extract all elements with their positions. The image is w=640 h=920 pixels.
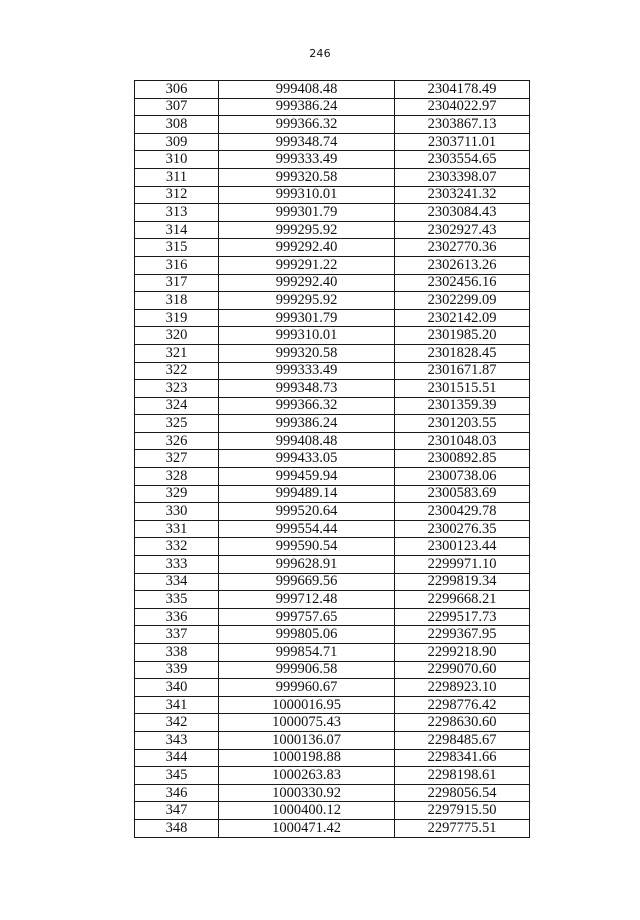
coordinates-table bbox=[134, 80, 530, 838]
x-coordinate-cell: 999292.40 bbox=[219, 239, 395, 257]
x-coordinate-cell: 999333.49 bbox=[219, 151, 395, 169]
point-number-cell: 323 bbox=[135, 380, 219, 398]
y-coordinate-cell: 2298630.60 bbox=[395, 714, 530, 732]
table-row bbox=[135, 591, 530, 609]
table-row bbox=[135, 256, 530, 274]
table-row bbox=[135, 520, 530, 538]
x-coordinate-cell: 999386.24 bbox=[219, 415, 395, 433]
y-coordinate-cell: 2302456.16 bbox=[395, 274, 530, 292]
y-coordinate-cell: 2298776.42 bbox=[395, 696, 530, 714]
table-row bbox=[135, 309, 530, 327]
point-number-cell: 342 bbox=[135, 714, 219, 732]
y-coordinate-cell: 2300892.85 bbox=[395, 450, 530, 468]
x-coordinate-cell: 999554.44 bbox=[219, 520, 395, 538]
table-row bbox=[135, 362, 530, 380]
table-row bbox=[135, 116, 530, 134]
x-coordinate-cell: 999433.05 bbox=[219, 450, 395, 468]
x-coordinate-cell: 999320.58 bbox=[219, 344, 395, 362]
point-number-cell: 329 bbox=[135, 485, 219, 503]
point-number-cell: 343 bbox=[135, 731, 219, 749]
y-coordinate-cell: 2298341.66 bbox=[395, 749, 530, 767]
y-coordinate-cell: 2302613.26 bbox=[395, 256, 530, 274]
table-row bbox=[135, 204, 530, 222]
y-coordinate-cell: 2303711.01 bbox=[395, 133, 530, 151]
point-number-cell: 306 bbox=[135, 81, 219, 99]
y-coordinate-cell: 2298485.67 bbox=[395, 731, 530, 749]
point-number-cell: 317 bbox=[135, 274, 219, 292]
x-coordinate-cell: 999366.32 bbox=[219, 116, 395, 134]
table-row bbox=[135, 573, 530, 591]
point-number-cell: 334 bbox=[135, 573, 219, 591]
x-coordinate-cell: 1000471.42 bbox=[219, 819, 395, 837]
point-number-cell: 347 bbox=[135, 802, 219, 820]
table-row bbox=[135, 98, 530, 116]
point-number-cell: 335 bbox=[135, 591, 219, 609]
y-coordinate-cell: 2297775.51 bbox=[395, 819, 530, 837]
table-row bbox=[135, 274, 530, 292]
y-coordinate-cell: 2299218.90 bbox=[395, 644, 530, 662]
y-coordinate-cell: 2304022.97 bbox=[395, 98, 530, 116]
y-coordinate-cell: 2300276.35 bbox=[395, 520, 530, 538]
point-number-cell: 341 bbox=[135, 696, 219, 714]
point-number-cell: 338 bbox=[135, 644, 219, 662]
table-row bbox=[135, 168, 530, 186]
x-coordinate-cell: 999310.01 bbox=[219, 327, 395, 345]
table-row bbox=[135, 292, 530, 310]
x-coordinate-cell: 999333.49 bbox=[219, 362, 395, 380]
table-row bbox=[135, 450, 530, 468]
y-coordinate-cell: 2298056.54 bbox=[395, 784, 530, 802]
point-number-cell: 310 bbox=[135, 151, 219, 169]
x-coordinate-cell: 1000016.95 bbox=[219, 696, 395, 714]
x-coordinate-cell: 1000136.07 bbox=[219, 731, 395, 749]
y-coordinate-cell: 2301515.51 bbox=[395, 380, 530, 398]
y-coordinate-cell: 2298923.10 bbox=[395, 679, 530, 697]
x-coordinate-cell: 999520.64 bbox=[219, 503, 395, 521]
point-number-cell: 345 bbox=[135, 767, 219, 785]
table-row bbox=[135, 380, 530, 398]
y-coordinate-cell: 2299367.95 bbox=[395, 626, 530, 644]
point-number-cell: 314 bbox=[135, 221, 219, 239]
x-coordinate-cell: 1000263.83 bbox=[219, 767, 395, 785]
table-row bbox=[135, 696, 530, 714]
y-coordinate-cell: 2303084.43 bbox=[395, 204, 530, 222]
table-row bbox=[135, 556, 530, 574]
x-coordinate-cell: 999291.22 bbox=[219, 256, 395, 274]
y-coordinate-cell: 2299517.73 bbox=[395, 608, 530, 626]
y-coordinate-cell: 2299819.34 bbox=[395, 573, 530, 591]
y-coordinate-cell: 2301671.87 bbox=[395, 362, 530, 380]
y-coordinate-cell: 2302299.09 bbox=[395, 292, 530, 310]
table-row bbox=[135, 749, 530, 767]
x-coordinate-cell: 999292.40 bbox=[219, 274, 395, 292]
x-coordinate-cell: 999310.01 bbox=[219, 186, 395, 204]
x-coordinate-cell: 999757.65 bbox=[219, 608, 395, 626]
table-row bbox=[135, 679, 530, 697]
point-number-cell: 331 bbox=[135, 520, 219, 538]
point-number-cell: 337 bbox=[135, 626, 219, 644]
x-coordinate-cell: 999805.06 bbox=[219, 626, 395, 644]
point-number-cell: 326 bbox=[135, 432, 219, 450]
x-coordinate-cell: 999320.58 bbox=[219, 168, 395, 186]
point-number-cell: 318 bbox=[135, 292, 219, 310]
table-row bbox=[135, 344, 530, 362]
y-coordinate-cell: 2301203.55 bbox=[395, 415, 530, 433]
table-row bbox=[135, 819, 530, 837]
point-number-cell: 332 bbox=[135, 538, 219, 556]
point-number-cell: 328 bbox=[135, 468, 219, 486]
point-number-cell: 336 bbox=[135, 608, 219, 626]
y-coordinate-cell: 2300429.78 bbox=[395, 503, 530, 521]
table-row bbox=[135, 151, 530, 169]
x-coordinate-cell: 999960.67 bbox=[219, 679, 395, 697]
point-number-cell: 324 bbox=[135, 397, 219, 415]
y-coordinate-cell: 2300738.06 bbox=[395, 468, 530, 486]
x-coordinate-cell: 999408.48 bbox=[219, 432, 395, 450]
table-row bbox=[135, 221, 530, 239]
point-number-cell: 327 bbox=[135, 450, 219, 468]
x-coordinate-cell: 999348.74 bbox=[219, 133, 395, 151]
table-row bbox=[135, 644, 530, 662]
x-coordinate-cell: 999301.79 bbox=[219, 204, 395, 222]
y-coordinate-cell: 2303398.07 bbox=[395, 168, 530, 186]
table-row bbox=[135, 397, 530, 415]
x-coordinate-cell: 999295.92 bbox=[219, 292, 395, 310]
table-row bbox=[135, 503, 530, 521]
x-coordinate-cell: 999854.71 bbox=[219, 644, 395, 662]
point-number-cell: 339 bbox=[135, 661, 219, 679]
table-row bbox=[135, 239, 530, 257]
point-number-cell: 348 bbox=[135, 819, 219, 837]
x-coordinate-cell: 999906.58 bbox=[219, 661, 395, 679]
point-number-cell: 344 bbox=[135, 749, 219, 767]
point-number-cell: 315 bbox=[135, 239, 219, 257]
y-coordinate-cell: 2300583.69 bbox=[395, 485, 530, 503]
point-number-cell: 340 bbox=[135, 679, 219, 697]
point-number-cell: 333 bbox=[135, 556, 219, 574]
table-row bbox=[135, 133, 530, 151]
x-coordinate-cell: 999295.92 bbox=[219, 221, 395, 239]
y-coordinate-cell: 2301828.45 bbox=[395, 344, 530, 362]
point-number-cell: 322 bbox=[135, 362, 219, 380]
y-coordinate-cell: 2301359.39 bbox=[395, 397, 530, 415]
x-coordinate-cell: 999590.54 bbox=[219, 538, 395, 556]
y-coordinate-cell: 2304178.49 bbox=[395, 81, 530, 99]
table-row bbox=[135, 432, 530, 450]
y-coordinate-cell: 2299070.60 bbox=[395, 661, 530, 679]
y-coordinate-cell: 2303554.65 bbox=[395, 151, 530, 169]
y-coordinate-cell: 2302142.09 bbox=[395, 309, 530, 327]
table-row bbox=[135, 327, 530, 345]
table-row bbox=[135, 415, 530, 433]
y-coordinate-cell: 2301985.20 bbox=[395, 327, 530, 345]
x-coordinate-cell: 1000400.12 bbox=[219, 802, 395, 820]
point-number-cell: 321 bbox=[135, 344, 219, 362]
x-coordinate-cell: 999459.94 bbox=[219, 468, 395, 486]
x-coordinate-cell: 999712.48 bbox=[219, 591, 395, 609]
x-coordinate-cell: 999348.73 bbox=[219, 380, 395, 398]
table-row bbox=[135, 626, 530, 644]
x-coordinate-cell: 1000330.92 bbox=[219, 784, 395, 802]
y-coordinate-cell: 2300123.44 bbox=[395, 538, 530, 556]
x-coordinate-cell: 999366.32 bbox=[219, 397, 395, 415]
table-row bbox=[135, 468, 530, 486]
table-row bbox=[135, 485, 530, 503]
x-coordinate-cell: 999408.48 bbox=[219, 81, 395, 99]
coordinates-table-body bbox=[135, 81, 530, 838]
x-coordinate-cell: 1000198.88 bbox=[219, 749, 395, 767]
point-number-cell: 320 bbox=[135, 327, 219, 345]
table-row bbox=[135, 81, 530, 99]
y-coordinate-cell: 2303241.32 bbox=[395, 186, 530, 204]
page-number: 246 bbox=[309, 47, 331, 60]
point-number-cell: 313 bbox=[135, 204, 219, 222]
y-coordinate-cell: 2299668.21 bbox=[395, 591, 530, 609]
y-coordinate-cell: 2301048.03 bbox=[395, 432, 530, 450]
table-row bbox=[135, 802, 530, 820]
point-number-cell: 330 bbox=[135, 503, 219, 521]
y-coordinate-cell: 2298198.61 bbox=[395, 767, 530, 785]
table-row bbox=[135, 538, 530, 556]
table-row bbox=[135, 767, 530, 785]
point-number-cell: 325 bbox=[135, 415, 219, 433]
x-coordinate-cell: 999628.91 bbox=[219, 556, 395, 574]
y-coordinate-cell: 2302770.36 bbox=[395, 239, 530, 257]
point-number-cell: 308 bbox=[135, 116, 219, 134]
point-number-cell: 309 bbox=[135, 133, 219, 151]
x-coordinate-cell: 999489.14 bbox=[219, 485, 395, 503]
x-coordinate-cell: 999301.79 bbox=[219, 309, 395, 327]
x-coordinate-cell: 1000075.43 bbox=[219, 714, 395, 732]
point-number-cell: 346 bbox=[135, 784, 219, 802]
x-coordinate-cell: 999386.24 bbox=[219, 98, 395, 116]
x-coordinate-cell: 999669.56 bbox=[219, 573, 395, 591]
table-row bbox=[135, 731, 530, 749]
y-coordinate-cell: 2303867.13 bbox=[395, 116, 530, 134]
y-coordinate-cell: 2297915.50 bbox=[395, 802, 530, 820]
point-number-cell: 312 bbox=[135, 186, 219, 204]
y-coordinate-cell: 2299971.10 bbox=[395, 556, 530, 574]
point-number-cell: 319 bbox=[135, 309, 219, 327]
table-row bbox=[135, 186, 530, 204]
table-row bbox=[135, 608, 530, 626]
y-coordinate-cell: 2302927.43 bbox=[395, 221, 530, 239]
table-row bbox=[135, 714, 530, 732]
point-number-cell: 316 bbox=[135, 256, 219, 274]
table-row bbox=[135, 661, 530, 679]
point-number-cell: 307 bbox=[135, 98, 219, 116]
table-row bbox=[135, 784, 530, 802]
point-number-cell: 311 bbox=[135, 168, 219, 186]
